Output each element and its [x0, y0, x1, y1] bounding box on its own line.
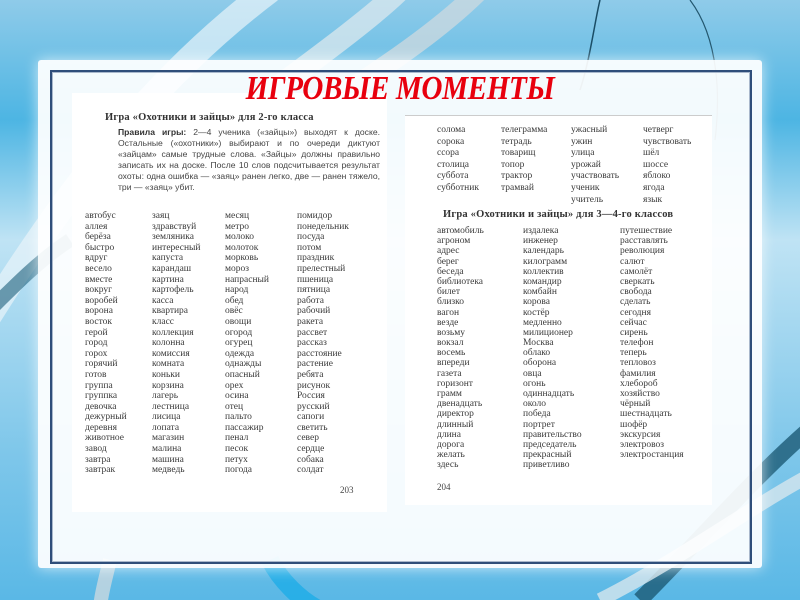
word-item: директор: [437, 409, 474, 420]
word-item: революция: [620, 246, 665, 257]
word-item: лагерь: [152, 391, 179, 402]
word-item: сердце: [297, 444, 325, 455]
word-item: библиотека: [437, 276, 484, 287]
page-number: 204: [437, 482, 451, 492]
word-item: автобус: [85, 211, 116, 221]
word-item: ссора: [437, 148, 460, 159]
word-item: овощи: [225, 316, 252, 327]
word-item: песок: [225, 444, 249, 455]
word-item: группа: [85, 380, 113, 391]
word-item: петух: [225, 454, 248, 465]
word-item: рассвет: [297, 327, 328, 338]
word-item: коньки: [152, 369, 180, 380]
word-item: квартира: [152, 306, 189, 317]
word-item: корзина: [152, 380, 184, 391]
word-item: молоко: [225, 232, 255, 243]
word-column: [297, 211, 349, 476]
word-item: прелестный: [297, 263, 346, 274]
word-item: мороз: [225, 263, 250, 274]
word-item: шестнадцать: [620, 409, 672, 420]
word-item: ракета: [297, 316, 324, 327]
word-item: огурец: [225, 338, 253, 349]
word-item: завтра: [85, 454, 111, 465]
word-item: карандаш: [152, 263, 192, 274]
word-item: свобода: [620, 287, 652, 298]
word-item: чувствовать: [643, 136, 692, 147]
word-item: животное: [85, 433, 125, 444]
word-item: касса: [152, 295, 174, 306]
word-column: [571, 125, 619, 206]
word-item: ужасный: [571, 125, 608, 135]
word-item: пшеница: [297, 274, 334, 285]
word-item: погода: [225, 465, 253, 476]
word-item: экскурсия: [620, 429, 661, 440]
word-item: учитель: [571, 194, 604, 205]
word-item: вдруг: [85, 253, 108, 264]
word-item: орех: [225, 380, 244, 391]
word-item: светить: [297, 422, 328, 433]
word-item: тетрадь: [501, 136, 532, 147]
word-item: одежда: [225, 348, 255, 359]
word-item: восток: [85, 316, 113, 327]
word-item: рассказ: [297, 338, 327, 349]
word-item: длина: [437, 429, 461, 440]
word-item: дежурный: [85, 412, 127, 423]
word-item: командир: [523, 276, 562, 287]
word-item: путешествие: [620, 226, 673, 236]
word-item: комната: [152, 359, 185, 370]
word-item: помидор: [297, 211, 333, 221]
word-item: народ: [225, 285, 249, 296]
word-item: группка: [85, 391, 118, 402]
word-item: приветливо: [523, 460, 570, 471]
word-item: лестница: [152, 401, 190, 412]
word-item: посуда: [297, 232, 325, 243]
word-item: ворона: [85, 306, 113, 317]
word-item: деревня: [85, 422, 117, 433]
word-item: Россия: [297, 391, 325, 402]
word-item: пальто: [225, 412, 252, 423]
word-item: здравствуй: [152, 221, 197, 232]
word-item: работа: [297, 295, 324, 306]
book-page-204: [405, 116, 712, 505]
word-item: праздник: [297, 253, 335, 264]
word-item: столица: [437, 159, 469, 170]
word-column: [523, 226, 582, 471]
book-page-203: [72, 93, 387, 512]
word-item: сейчас: [620, 317, 647, 328]
word-item: беседа: [437, 266, 464, 277]
word-item: вокруг: [85, 285, 113, 296]
word-item: язык: [643, 194, 663, 205]
word-item: улица: [571, 148, 595, 159]
game-heading-grade-3-4: Игра «Охотники и зайцы» для 3—4-го классов: [443, 209, 674, 220]
word-item: дорога: [437, 439, 465, 450]
word-item: билет: [437, 287, 461, 298]
word-item: Москва: [523, 338, 554, 349]
word-item: пенал: [225, 433, 249, 444]
word-item: однажды: [225, 359, 262, 370]
word-item: электровоз: [620, 439, 665, 450]
word-item: восемь: [437, 348, 466, 359]
word-item: товарищ: [501, 148, 536, 159]
word-item: месяц: [225, 211, 250, 221]
word-item: город: [85, 338, 108, 349]
word-item: вокзал: [437, 338, 464, 349]
word-item: вместе: [85, 274, 113, 285]
word-item: медленно: [523, 317, 562, 328]
word-item: метро: [225, 221, 249, 232]
word-item: берёза: [85, 232, 111, 243]
word-item: пятница: [297, 285, 331, 296]
rules-text: 2—4 ученика («зайцы») выходят к доске. Остальные («охотники») выбирают и по очереди диктуют «зайцам» самые трудные слова. «Зайцы» должны правильно записать их на доске. После 10 слов подсчитывается результат охоты: одна ошибка — «заяц» ранен легко, две — ранен тяжело, три — «заяц» убит.: [118, 127, 380, 192]
game-heading-grade-2: Игра «Охотники и зайцы» для 2-го класса: [105, 112, 314, 123]
word-item: собака: [297, 454, 324, 465]
word-item: машина: [152, 454, 184, 465]
word-item: огород: [225, 327, 253, 338]
word-item: лопата: [152, 422, 180, 433]
word-item: яблоко: [643, 171, 671, 182]
word-column: [85, 211, 127, 476]
word-item: лисица: [152, 412, 181, 423]
word-item: напрасный: [225, 274, 269, 285]
word-item: фамилия: [620, 368, 656, 379]
word-item: овца: [523, 368, 542, 379]
word-item: победа: [523, 409, 551, 420]
word-item: длинный: [437, 419, 474, 430]
word-item: субботник: [437, 182, 479, 193]
word-item: около: [523, 399, 546, 410]
word-item: впереди: [437, 358, 470, 369]
word-item: картина: [152, 274, 184, 285]
word-item: ужин: [571, 136, 593, 147]
word-item: сапоги: [297, 412, 325, 423]
word-item: сорока: [437, 136, 465, 147]
word-item: овёс: [225, 306, 243, 317]
word-item: солдат: [297, 465, 324, 476]
word-item: расставлять: [620, 236, 668, 247]
word-item: хлебороб: [620, 378, 658, 389]
word-item: портрет: [523, 419, 555, 430]
word-column: [152, 211, 201, 476]
word-item: близко: [437, 297, 465, 308]
word-item: инженер: [523, 236, 558, 247]
word-item: медведь: [152, 465, 185, 476]
word-item: завод: [85, 444, 107, 455]
word-item: сделать: [620, 297, 651, 308]
word-item: агроном: [437, 236, 471, 247]
word-item: везде: [437, 317, 459, 328]
word-item: растение: [297, 359, 333, 370]
word-item: заяц: [152, 211, 170, 221]
word-item: колонна: [152, 338, 185, 349]
word-item: салют: [620, 256, 645, 267]
word-item: горизонт: [437, 378, 473, 389]
word-item: грамм: [437, 389, 462, 399]
word-item: расстояние: [297, 348, 342, 359]
word-item: участвовать: [571, 171, 620, 182]
word-item: шёл: [643, 148, 660, 159]
word-item: отец: [225, 401, 244, 412]
word-item: теперь: [620, 348, 647, 359]
word-item: аллея: [85, 221, 108, 232]
word-item: одиннадцать: [523, 389, 575, 399]
word-item: трамвай: [501, 182, 534, 193]
word-item: комиссия: [152, 348, 190, 359]
word-item: потом: [297, 242, 322, 253]
word-item: класс: [152, 316, 175, 327]
word-item: телеграмма: [501, 125, 548, 135]
word-item: комбайн: [523, 287, 557, 298]
word-item: шоссе: [643, 159, 669, 170]
word-item: желать: [437, 450, 465, 461]
word-item: русский: [297, 401, 330, 412]
word-item: берег: [437, 256, 459, 267]
word-item: огонь: [523, 378, 546, 389]
word-item: оборона: [523, 358, 557, 369]
word-item: электростанция: [620, 450, 684, 461]
word-item: автомобиль: [437, 226, 484, 236]
word-item: чёрный: [620, 399, 651, 410]
word-item: рабочий: [297, 306, 331, 317]
word-item: топор: [501, 159, 525, 170]
word-column: [501, 125, 547, 195]
word-item: урожай: [571, 159, 601, 170]
word-item: прекрасный: [523, 450, 572, 461]
word-item: малина: [152, 444, 182, 455]
word-item: рисунок: [297, 380, 331, 391]
word-item: обед: [225, 295, 244, 306]
word-item: быстро: [85, 242, 115, 253]
word-item: завтрак: [85, 465, 116, 476]
word-item: герой: [85, 327, 108, 338]
word-item: хозяйство: [620, 389, 660, 399]
word-item: осина: [225, 391, 249, 402]
word-item: самолёт: [620, 266, 653, 277]
word-column: [643, 125, 691, 206]
word-item: газета: [437, 368, 462, 379]
rules-label: Правила игры:: [118, 127, 187, 137]
word-item: двенадцать: [437, 399, 483, 410]
word-item: вагон: [437, 307, 460, 318]
word-item: север: [297, 433, 319, 444]
word-item: костёр: [523, 307, 550, 318]
word-item: календарь: [523, 246, 564, 257]
word-item: корова: [523, 297, 550, 308]
word-item: ребята: [297, 369, 324, 380]
slide-title: ИГРОВЫЕ МОМЕНТЫ: [245, 70, 555, 107]
word-column: [437, 125, 479, 195]
word-item: морковь: [225, 253, 259, 264]
word-item: облако: [523, 348, 551, 359]
word-item: возьму: [437, 327, 466, 338]
word-item: шофёр: [620, 419, 648, 430]
word-item: готов: [85, 369, 107, 380]
word-item: ученик: [571, 182, 600, 193]
word-item: солома: [437, 125, 466, 135]
word-item: опасный: [225, 369, 260, 380]
word-column: [437, 226, 484, 471]
word-item: магазин: [152, 433, 185, 444]
word-item: килограмм: [523, 256, 568, 267]
word-item: сирень: [620, 327, 648, 338]
word-item: здесь: [437, 460, 459, 471]
word-item: интересный: [152, 242, 201, 253]
word-item: земляника: [152, 232, 194, 243]
word-item: сегодня: [620, 307, 651, 318]
page-number: 203: [340, 485, 354, 495]
word-item: правительство: [523, 429, 582, 440]
word-item: девочка: [85, 401, 117, 412]
word-item: капуста: [152, 253, 184, 264]
word-item: понедельник: [297, 221, 349, 232]
word-column: [225, 211, 269, 476]
word-item: коллектив: [523, 266, 564, 277]
word-item: тепловоз: [620, 358, 656, 369]
word-column: [620, 226, 684, 460]
word-item: картофель: [152, 285, 194, 296]
word-item: весело: [85, 263, 112, 274]
word-item: ягода: [643, 182, 665, 193]
word-item: воробей: [85, 295, 118, 306]
word-item: сверкать: [620, 276, 655, 287]
word-item: трактор: [501, 171, 533, 182]
word-item: суббота: [437, 171, 469, 182]
word-item: телефон: [620, 338, 654, 349]
word-item: коллекция: [152, 327, 194, 338]
word-item: председатель: [523, 439, 577, 450]
word-item: молоток: [225, 242, 259, 253]
word-item: горох: [85, 348, 108, 359]
word-item: адрес: [437, 246, 460, 257]
word-item: пассажир: [225, 422, 264, 433]
game-rules: [118, 127, 380, 193]
word-item: издалека: [523, 226, 559, 236]
word-item: четверг: [643, 125, 674, 135]
word-item: горячий: [85, 359, 118, 370]
word-item: милиционер: [523, 327, 573, 338]
